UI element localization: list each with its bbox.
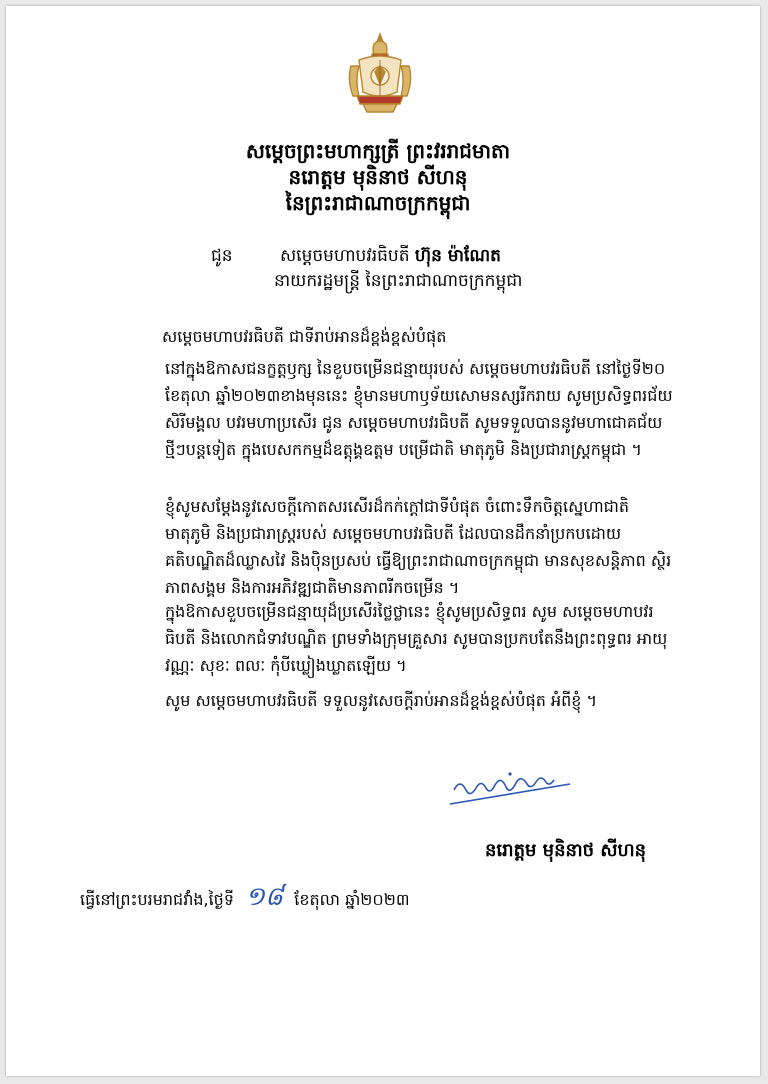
paragraph-3-text: ក្នុងឱកាសខួបចម្រើនជន្មាយុដ៏ប្រសើរថ្លៃថ្លានេះ ខ្ញុំសូមប្រសិទ្ធពរ សូម សម្តេចមហាបវរធិបតី និងលោកជំទាវបណ្ឌិត ព្រមទាំងក្រុមគ្រួសារ សូមបានប្រកបតែនឹងព្រះពុទ្ធពរ អាយុ វណ្ណៈ សុខៈ ពលៈ កុំបីឃ្លៀងឃ្លាតឡើយ ។: [165, 602, 668, 675]
recipient-line: [280, 245, 501, 270]
paragraph-1-text: នៅក្នុងឱកាសជនក្ខត្តឫក្ស នៃខួបចម្រើនជន្មាយុរបស់ សម្តេចមហាបវរធិបតី នៅថ្ងៃទី២០ ខែតុលា ឆ្នាំ២០២៣ខាងមុននេះ ខ្ញុំមានមហាឫទ័យសោមនស្សរីករាយ សូមប្រសិទ្ធពរជ័យ សិរីមង្គល បវរមហាប្រសើរ ជូន សម្តេចមហាបវរធិបតី សូមទទួលបាននូវមហាជោគជ័យថ្មីៗបន្តទៀត ក្នុងបេសកកម្មដ៏ឧត្តុង្គឧត្តម បម្រើជាតិ មាតុភូមិ និងប្រជារាស្ត្រកម្ពុជា ។: [165, 359, 673, 459]
paragraph-4-text: សូម សម្តេចមហាបវរធិបតី ទទួលនូវសេចក្តីរាប់អានដ៏ខ្ពង់ខ្ពស់បំផុត អំពីខ្ញុំ ។: [165, 691, 598, 710]
paragraph-1: [75, 355, 675, 463]
recipient-title: សម្តេចមហាបវរធិបតី: [280, 246, 410, 266]
recipient-name: ហ៊ុន ម៉ាណែត: [414, 246, 501, 266]
paragraph-4: [75, 687, 675, 714]
letterhead-line-3: នៃព្រះរាជាណាចក្រកម្ពុជា: [285, 191, 471, 215]
royal-coat-of-arms-icon: [345, 30, 415, 120]
dateline-suffix: ខែតុលា ឆ្នាំ២០២៣: [294, 890, 410, 909]
paragraph-3: [75, 598, 675, 679]
dateline-prefix: ធ្វើនៅព្រះបរមរាជវាំង,ថ្ងៃទី: [80, 890, 234, 909]
letterhead-line-2: នរោត្តម មុនិនាថ សីហនុ: [288, 165, 468, 189]
signer-name: នរោត្តម មុនិនាថ សីហនុ: [485, 840, 647, 861]
recipient-position: នាយករដ្ឋមន្ត្រី នៃព្រះរាជាណាចក្រកម្ពុជា: [274, 271, 523, 291]
salutation: សម្តេចមហាបវរធិបតី ជាទីរាប់អានដ៏ខ្ពង់ខ្ពស់បំផុត: [162, 327, 447, 346]
paragraph-2-text: ខ្ញុំសូមសម្តែងនូវសេចក្តីកោតសរសើរដ៏កក់ក្តៅជាទីបំផុត ចំពោះទឹកចិត្តស្នេហាជាតិ មាតុភូមិ និងប្រជារាស្ត្ររបស់ សម្តេចមហាបវរធិបតី ដែលបានដឹកនាំប្រកបដោយគតិបណ្ឌិតដ៏ឈ្លាសវៃ និងប៉ិនប្រសប់ ធ្វើឱ្យព្រះរាជាណាចក្រកម្ពុជា មានសុខសន្តិភាព ស្ថិរភាពសង្គម និងការអភិវឌ្ឍជាតិមានភាពរីកចម្រើន ។: [165, 497, 672, 597]
signature: [440, 760, 580, 820]
recipient-label: ជូន: [211, 246, 233, 266]
paragraph-2: [75, 493, 675, 601]
dateline: [80, 880, 410, 918]
letterhead-line-1: សម្តេចព្រះមហាក្សត្រី ព្រះវររាជមាតា: [245, 139, 511, 163]
dateline-day: ១៨: [245, 882, 284, 912]
